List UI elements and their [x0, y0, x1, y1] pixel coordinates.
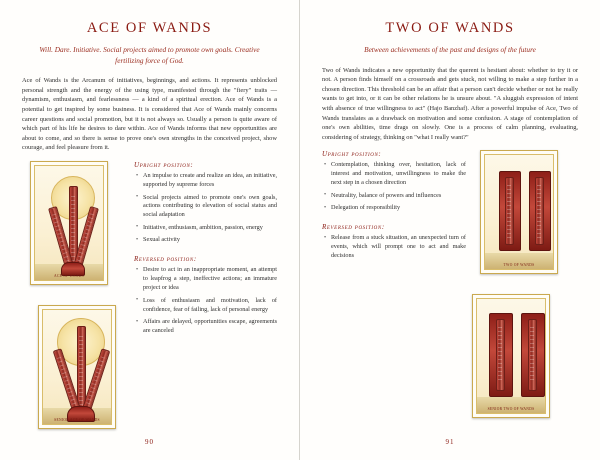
- card-reversed-wrap-right: [470, 282, 578, 412]
- card-upright-wrap-right: [470, 150, 578, 274]
- tarot-card-two-of-wands-upright: [480, 150, 558, 274]
- card-upright-wrap-left: [22, 161, 130, 285]
- body-text-right: Two of Wands indicates a new opportunity that the querent is hesitant about: whether to try it or not. A person finds himself on a crossroads and gets stuck, not willing to make a step further in a chosen direction. This threshold can be an affair that a person can't decide whether or not he really wants to get into, or it can be other relations he is unsure about. "A sluggish expression of intent with absence of true willingness to act" (Hajo Banzhaf). After a powerful impulse of Ace, Two of Wands translates as a drawback on motivation and some confusion. A stage of contemplation of one's own abilities, time drags on slowly. One is a process of calm planning, evaluating, considering of strategy, thinking on "what I really want?": [322, 66, 578, 141]
- list-item: • Delegation of responsibility: [331, 204, 466, 213]
- upright-heading-right: Upright position:: [322, 150, 382, 159]
- list-item: • Initiative, enthusiasm, ambition, passion, energy: [143, 224, 277, 233]
- list-item: • Affairs are delayed, opportunities escape, agreements are canceled: [143, 318, 277, 336]
- list-item: • Social projects aimed to promote one's own goals, actions contributing to elevation of social status and social adaptation: [143, 194, 277, 221]
- page-title-left: ACE OF WANDS: [86, 20, 213, 36]
- page-number-right: 91: [445, 438, 455, 446]
- body-text-left: Ace of Wands is the Arcanum of initiatives, beginnings, and actions. It represents unblocked personal strength and the energy of the using type, manifested through the "fiery" traits — dynamism, enthusiasm, and fearlessness — a kind of a spiritual erection. Ace of Wands is a potential to get inspired by some business. It is considered that Ace of Wands mainly concerns career questions and social promotion, but it is not always so. Usually a person is quite aware of which part of his life he desires to dare within. Ace of Wands informs that new opportunities are about to come, and so there is sense to prove one's own strengths in the conceived project, show courage, and feel pleasure from it.: [22, 77, 277, 152]
- right-card-illustrations: [470, 150, 578, 412]
- reversed-heading-right: Reversed position:: [322, 223, 385, 232]
- page-title-right: TWO OF WANDS: [385, 20, 515, 36]
- page-subtitle-left: Will. Dare. Initiative. Social projects aimed to promote own goals. Creative fertilizing force of God.: [39, 45, 260, 65]
- list-item: • Neutrality, balance of powers and influences: [331, 192, 466, 201]
- list-item: • Loss of enthusiasm and motivation, lack of confidence, fear of failing, lack of personal energy: [143, 297, 277, 315]
- card-caption-reversed-left: SENIOR ACE OF WANDS: [54, 418, 100, 423]
- card-caption-reversed-right: SENIOR TWO OF WANDS: [487, 407, 535, 412]
- right-lower-section: [322, 150, 578, 412]
- list-item: • Release from a stuck situation, an unexpected turn of events, which will prompt one to act and make decisions: [331, 234, 466, 261]
- card-reversed-wrap-left: [22, 293, 130, 423]
- left-lower-section: [22, 161, 277, 423]
- list-item: • Desire to act in an inappropriate moment, an attempt to leapfrog a step, ineffective actions; an immature project or idea: [143, 266, 277, 293]
- upright-heading-left: Upright position:: [134, 161, 194, 170]
- list-item: • Contemplation, thinking over, hesitation, lack of interest and motivation, unwillingness to make the next step in a chosen direction: [331, 161, 466, 188]
- right-page: [300, 0, 600, 460]
- list-item: • An impulse to create and realize an idea, an initiative, supported by supreme forces: [143, 172, 277, 190]
- page-number-left: 90: [145, 438, 154, 446]
- upright-list-right: [322, 161, 466, 213]
- tarot-card-ace-of-wands-upright: [30, 161, 108, 285]
- tarot-card-two-of-wands-senior: [472, 294, 550, 418]
- page-subtitle-right: Between achievements of the past and designs of the future: [364, 45, 536, 54]
- card-caption-upright-right: TWO OF WANDS: [503, 263, 535, 268]
- tarot-card-ace-of-wands-senior: [38, 305, 116, 429]
- right-positions-column: [322, 150, 466, 261]
- card-caption-upright-left: ACE OF WANDS: [54, 274, 84, 279]
- reversed-heading-left: Reversed position:: [134, 255, 197, 264]
- reversed-list-right: [322, 234, 466, 261]
- list-item: • Sexual activity: [143, 236, 277, 245]
- reversed-list-left: [134, 266, 277, 336]
- left-card-illustrations: [22, 161, 130, 423]
- left-positions-column: [134, 161, 277, 336]
- upright-list-left: [134, 172, 277, 245]
